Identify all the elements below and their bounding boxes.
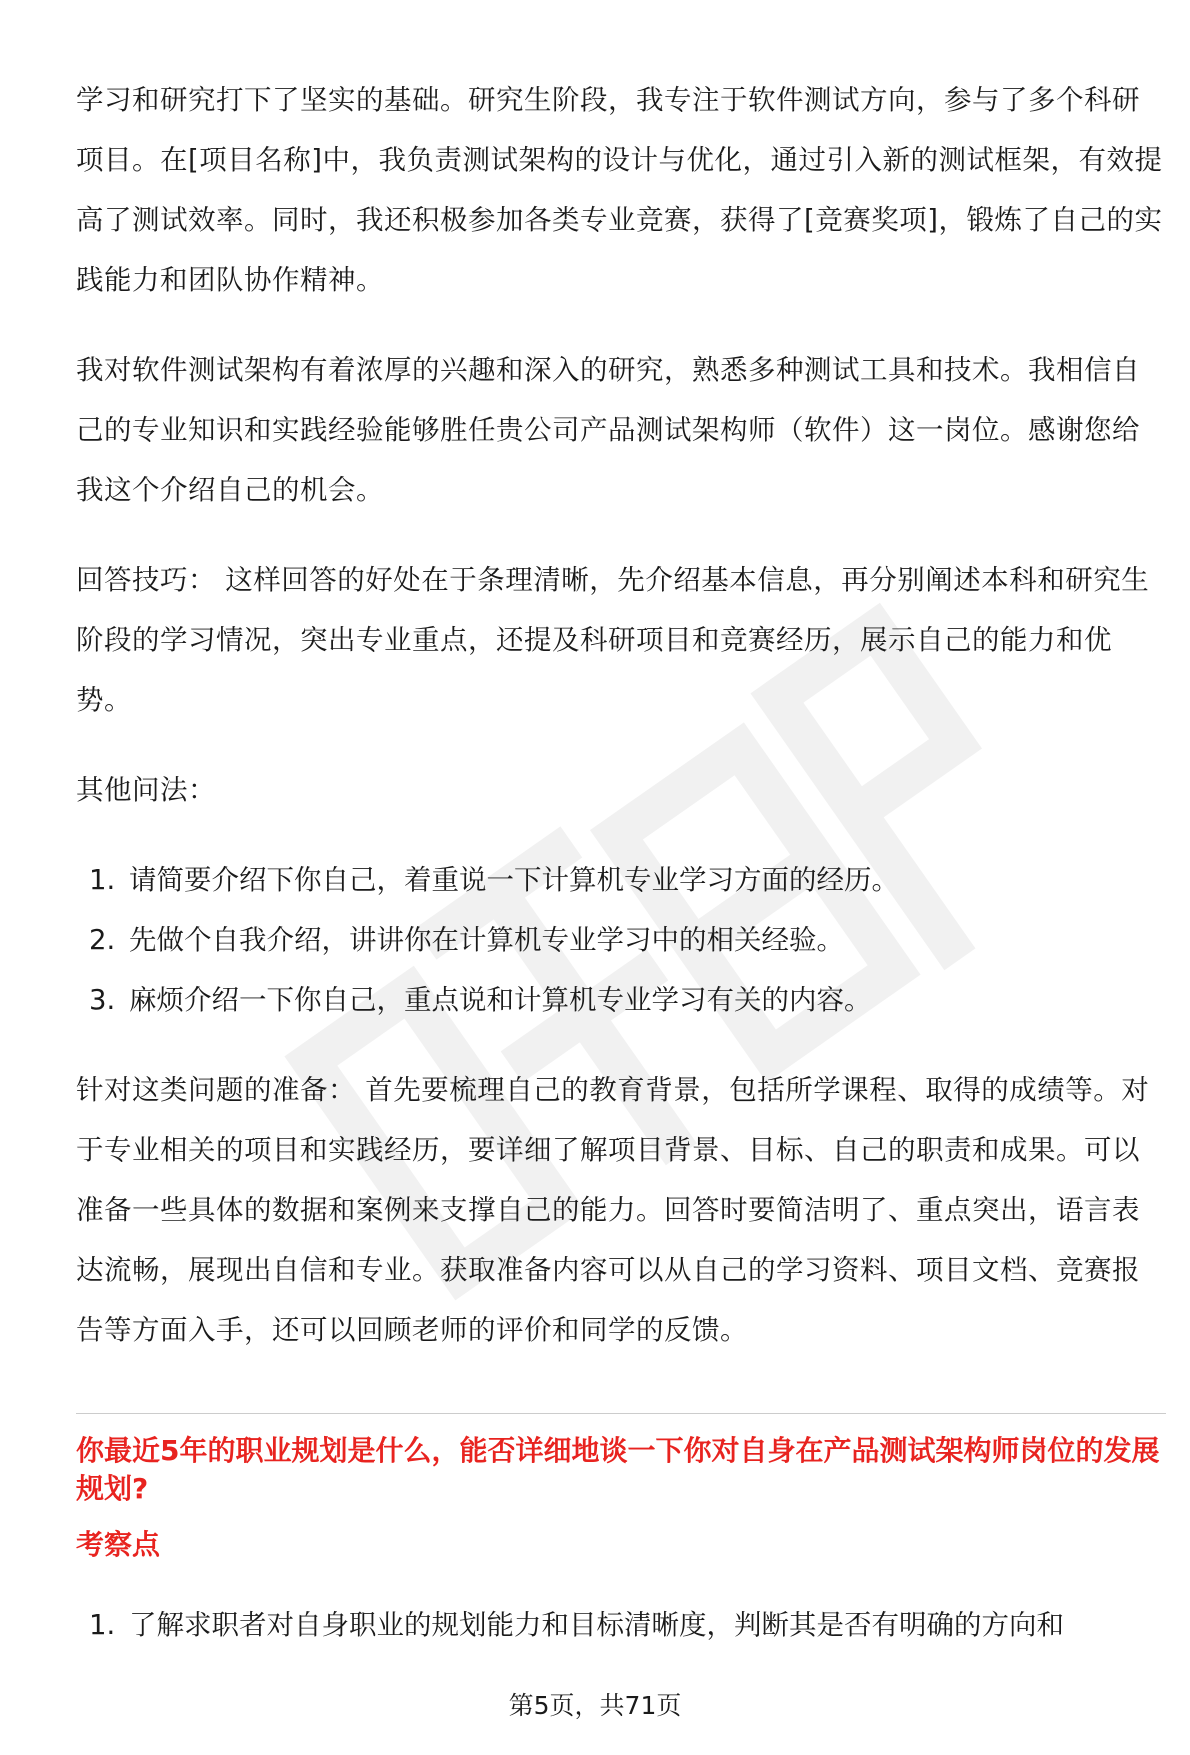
paragraph-answer-tips: 回答技巧： 这样回答的好处在于条理清晰，先介绍基本信息，再分别阐述本科和研究生阶段的学习情况，突出专业重点，还提及科研项目和竞赛经历，展示自己的能力和优势。 [76, 564, 1150, 716]
other-questions-list [76, 850, 1166, 1030]
document-body [76, 70, 1166, 1390]
list-item: 1. 请简要介绍下你自己，着重说一下计算机专业学习方面的经历。 [89, 864, 899, 896]
assessment-points-list [76, 1595, 1166, 1655]
list-item: 3. 麻烦介绍一下你自己，重点说和计算机专业学习有关的内容。 [89, 984, 872, 1016]
assessment-points-heading: 考察点 [76, 1528, 161, 1561]
paragraph-education: 学习和研究打下了坚实的基础。研究生阶段，我专注于软件测试方向，参与了多个科研项目。在[项目名称]中，我负责测试架构的设计与优化，通过引入新的测试框架，有效提高了测试效率。同时，我还积极参加各类专业竞赛，获得了[竞赛奖项]，锻炼了自己的实践能力和团队协作精神。 [76, 84, 1163, 296]
section-divider [76, 1413, 1166, 1414]
list-item: 1. 了解求职者对自身职业的规划能力和目标清晰度，判断其是否有明确的方向和 [89, 1609, 1064, 1641]
page-number: 第5页，共71页 [508, 1691, 682, 1720]
list-item: 2. 先做个自我介绍，讲讲你在计算机专业学习中的相关经验。 [89, 924, 844, 956]
paragraph-preparation: 针对这类问题的准备： 首先要梳理自己的教育背景，包括所学课程、取得的成绩等。对于专业相关的项目和实践经历，要详细了解项目背景、目标、自己的职责和成果。可以准备一些具体的数据和案例来支撑自己的能力。回答时要简洁明了、重点突出，语言表达流畅，展现出自信和专业。获取准备内容可以从自己的学习资料、项目文档、竞赛报告等方面入手，还可以回顾老师的评价和同学的反馈。 [76, 1074, 1150, 1346]
other-questions-heading: 其他问法： [76, 774, 216, 806]
question-title: 你最近5年的职业规划是什么，能否详细地谈一下你对自身在产品测试架构师岗位的发展规划? [76, 1434, 1160, 1505]
paragraph-interest: 我对软件测试架构有着浓厚的兴趣和深入的研究，熟悉多种测试工具和技术。我相信自己的专业知识和实践经验能够胜任贵公司产品测试架构师（软件）这一岗位。感谢您给我这个介绍自己的机会。 [76, 354, 1140, 506]
